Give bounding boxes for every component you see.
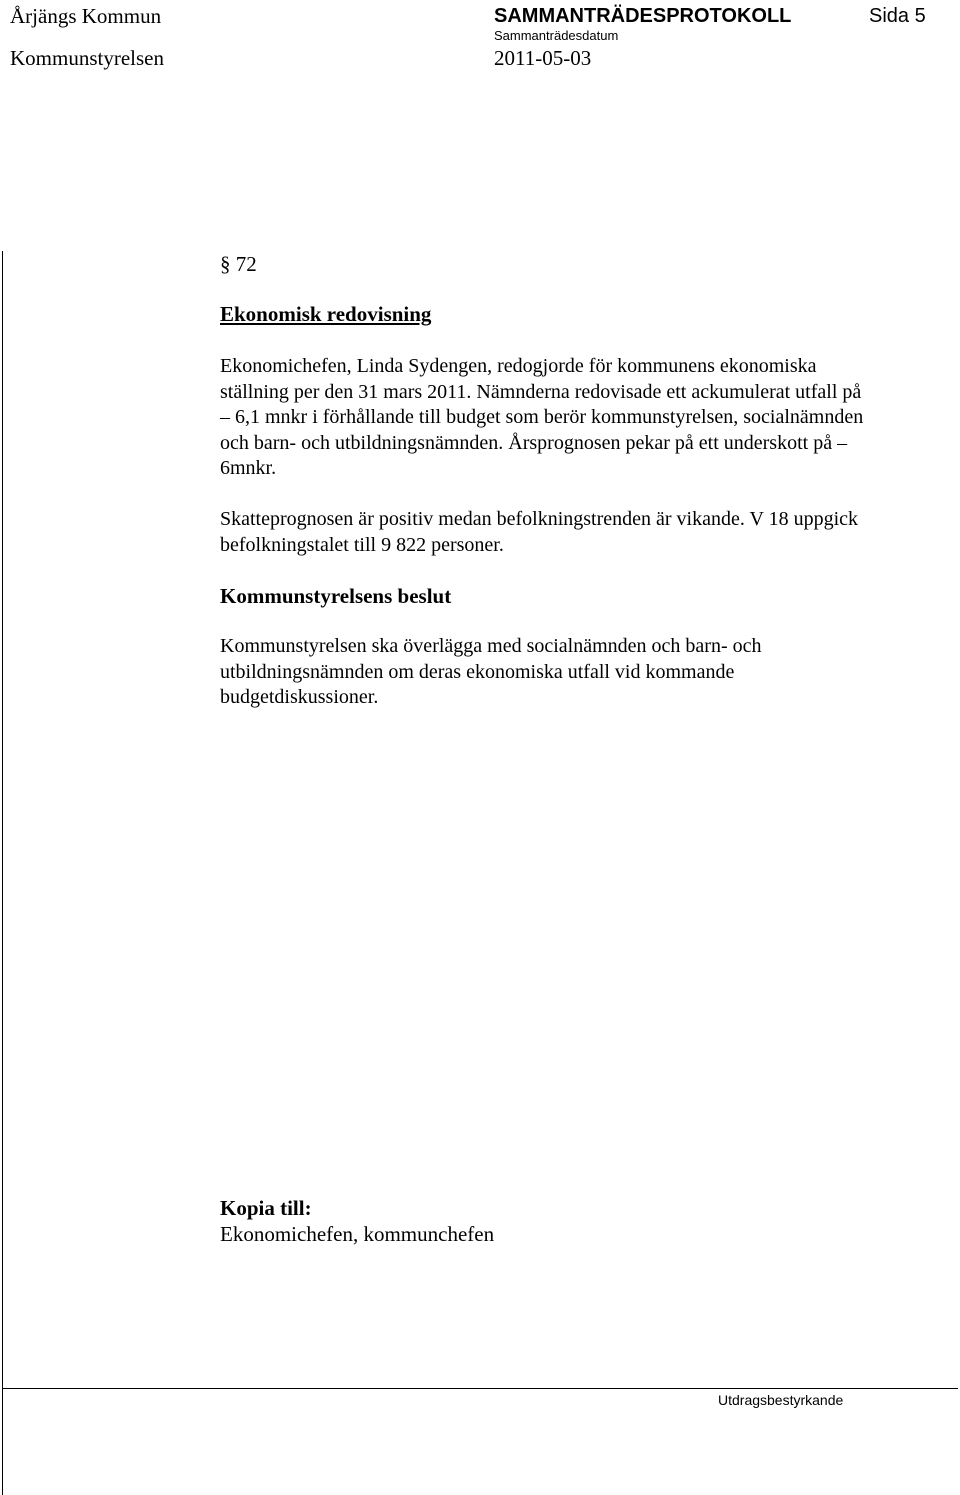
paragraph-number: § 72 — [220, 252, 257, 276]
page-number: Sida 5 — [869, 5, 926, 27]
paragraph-report — [220, 354, 863, 482]
text-line: befolkningstalet till 9 822 personer. — [220, 533, 504, 556]
decision-heading: Kommunstyrelsens beslut — [220, 584, 452, 608]
document-type: SAMMANTRÄDESPROTOKOLL — [494, 5, 792, 27]
decision-text — [220, 634, 762, 711]
meeting-date: 2011-05-03 — [494, 46, 592, 70]
copy-to-heading: Kopia till: — [220, 1196, 312, 1220]
text-line: 6mnkr. — [220, 457, 277, 479]
committee-name: Kommunstyrelsen — [10, 46, 164, 70]
copy-recipients: Ekonomichefen, kommunchefen — [220, 1222, 495, 1246]
text-line: Ekonomichefen, Linda Sydengen, redogjorde för kommunens ekonomiska — [220, 355, 817, 377]
paragraph-tax-forecast — [220, 507, 858, 558]
margin-line — [2, 251, 3, 1495]
text-line: Skatteprognosen är positiv medan befolkningstrenden är vikande. V 18 uppgick — [220, 508, 859, 530]
footer-divider — [2, 1388, 958, 1389]
text-line: utbildningsnämnden om deras ekonomiska utfall vid kommande — [220, 660, 735, 683]
certification-label: Utdragsbestyrkande — [718, 1392, 844, 1408]
section-title: Ekonomisk redovisning — [220, 302, 432, 326]
meeting-date-label: Sammanträdesdatum — [494, 28, 619, 43]
text-line: och barn- och utbildningsnämnden. Årsprognosen pekar på ett underskott på – — [220, 431, 848, 454]
organization-name: Årjängs Kommun — [10, 4, 162, 28]
text-line: budgetdiskussioner. — [220, 686, 379, 708]
text-line: Kommunstyrelsen ska överlägga med socialnämnden och barn- och — [220, 635, 762, 657]
text-line: – 6,1 mnkr i förhållande till budget som berör kommunstyrelsen, socialnämnden — [220, 406, 864, 428]
text-line: ställning per den 31 mars 2011. Nämnderna redovisade ett ackumulerat utfall på — [220, 380, 862, 403]
